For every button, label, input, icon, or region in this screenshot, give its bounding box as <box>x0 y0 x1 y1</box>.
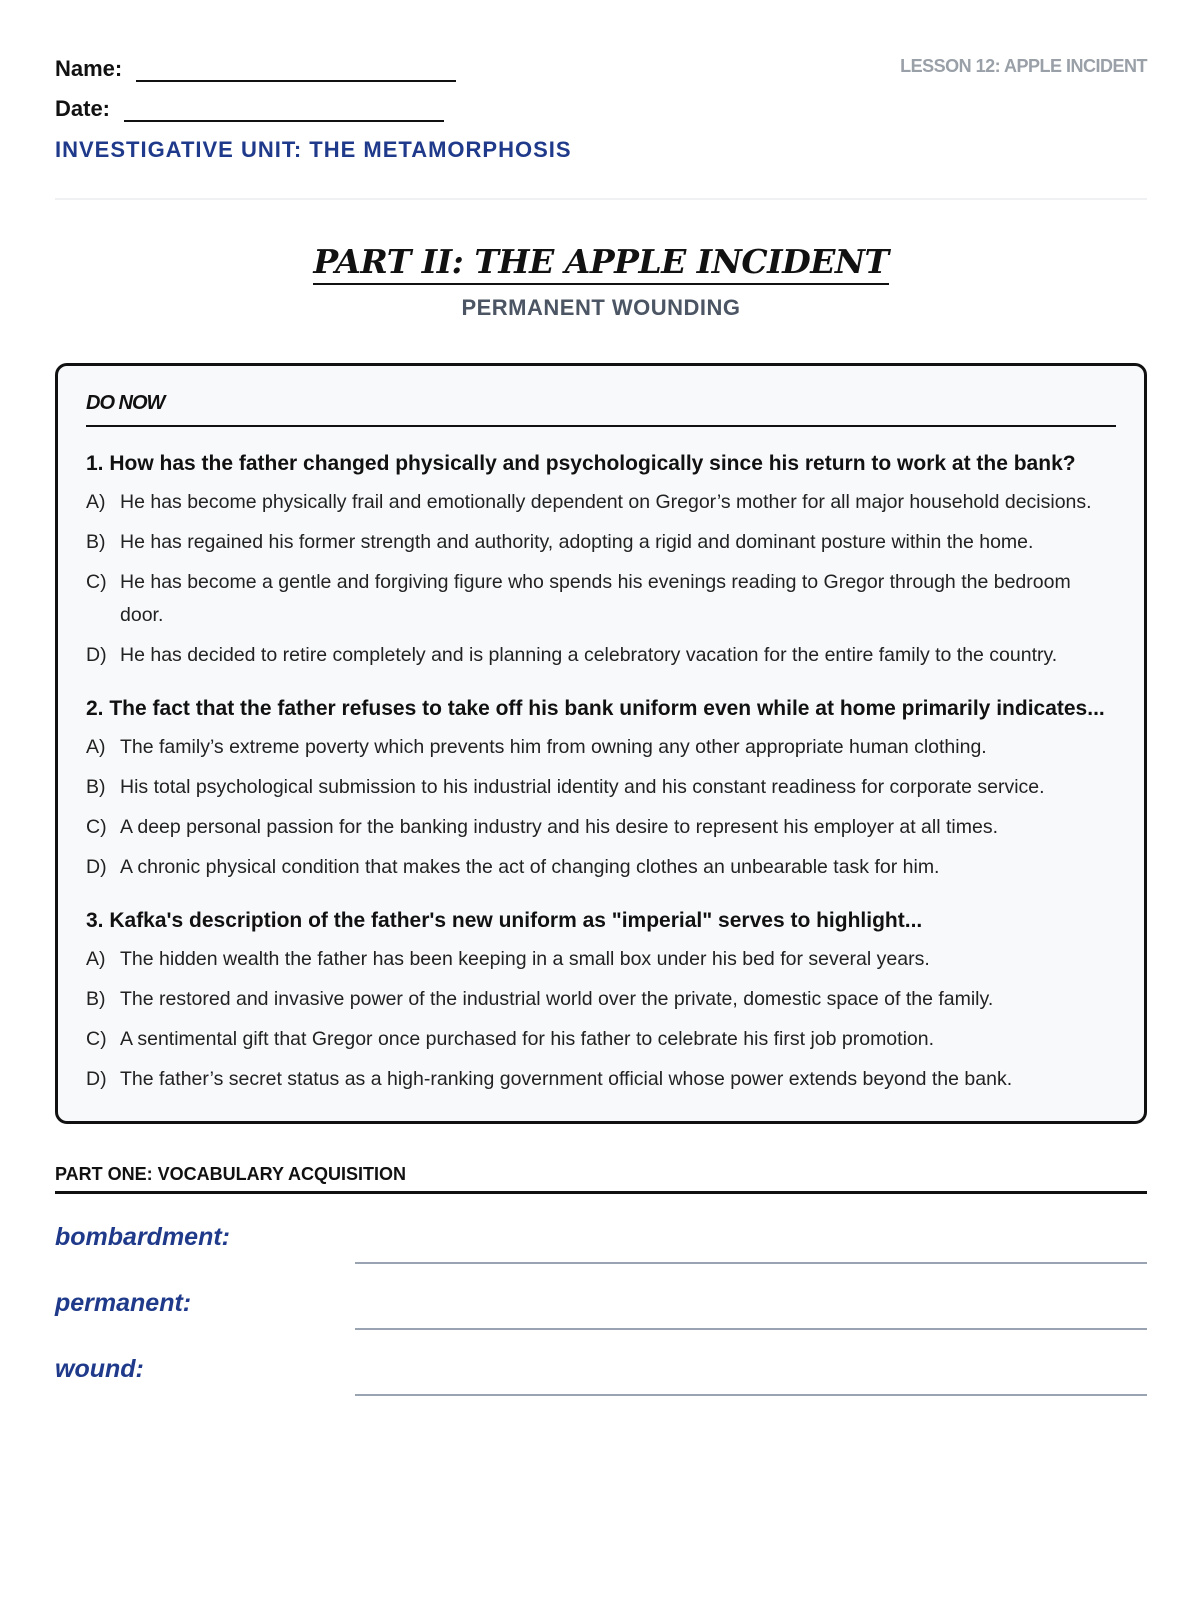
definition-blank-line[interactable] <box>355 1393 1147 1396</box>
answer-option[interactable] <box>86 943 1116 976</box>
definition-blank-line[interactable] <box>355 1327 1147 1330</box>
question-prompt: 2. The fact that the father refuses to take off his bank uniform even while at home primarily indicates... <box>86 697 1105 720</box>
vocabulary-word: wound: <box>55 1355 144 1383</box>
date-blank-line[interactable] <box>124 96 444 122</box>
worksheet-page <box>55 0 1147 1392</box>
answer-option[interactable] <box>86 1023 1116 1056</box>
option-text: He has become physically frail and emotionally dependent on Gregor’s mother for all major household decisions. <box>120 491 1092 513</box>
answer-option[interactable] <box>86 983 1116 1016</box>
date-label: Date: <box>55 96 111 121</box>
option-text: He has regained his former strength and authority, adopting a rigid and dominant posture within the home. <box>120 531 1034 553</box>
part-title-text: PART II: THE APPLE INCIDENT <box>313 242 888 285</box>
option-text: The father’s secret status as a high-ranking government official whose power extends beyond the bank. <box>120 1068 1013 1090</box>
vocabulary-row <box>55 1260 1147 1326</box>
option-letter: D) <box>86 856 107 878</box>
part-title <box>55 242 1147 281</box>
option-letter: B) <box>86 988 106 1010</box>
answer-option[interactable] <box>86 566 1116 632</box>
option-text: A chronic physical condition that makes the act of changing clothes an unbearable task for him. <box>120 856 940 878</box>
vocabulary-row <box>55 1194 1147 1260</box>
worksheet-header <box>55 0 1147 200</box>
answer-option[interactable] <box>86 771 1116 804</box>
name-field <box>55 56 456 82</box>
option-text: He has decided to retire completely and is planning a celebratory vacation for the entire family to the country. <box>120 644 1058 666</box>
option-text: The family’s extreme poverty which prevents him from owning any other appropriate human clothing. <box>120 736 987 758</box>
option-text: A deep personal passion for the banking industry and his desire to represent his employer at all times. <box>120 816 998 838</box>
answer-option[interactable] <box>86 731 1116 764</box>
vocabulary-heading: PART ONE: VOCABULARY ACQUISITION <box>55 1164 1147 1194</box>
option-letter: D) <box>86 644 107 666</box>
answer-option[interactable] <box>86 1063 1116 1096</box>
option-letter: A) <box>86 948 106 970</box>
do-now-label: DO NOW <box>86 392 1116 427</box>
unit-title: INVESTIGATIVE UNIT: THE METAMORPHOSIS <box>55 137 572 162</box>
definition-blank-line[interactable] <box>355 1261 1147 1264</box>
answer-option[interactable] <box>86 639 1116 672</box>
vocabulary-row <box>55 1326 1147 1392</box>
answer-option[interactable] <box>86 851 1116 884</box>
date-field <box>55 96 444 122</box>
answer-option[interactable] <box>86 486 1116 519</box>
answer-option[interactable] <box>86 526 1116 559</box>
vocabulary-list <box>55 1194 1147 1392</box>
name-label: Name: <box>55 56 123 81</box>
answer-option[interactable] <box>86 811 1116 844</box>
option-letter: C) <box>86 571 107 593</box>
option-letter: A) <box>86 736 106 758</box>
option-text: The hidden wealth the father has been keeping in a small box under his bed for several years. <box>120 948 930 970</box>
question-prompt: 3. Kafka's description of the father's new uniform as "imperial" serves to highlight... <box>86 909 923 932</box>
option-letter: A) <box>86 491 106 513</box>
vocabulary-word: bombardment: <box>55 1223 230 1251</box>
do-now-box <box>55 363 1147 1124</box>
option-letter: B) <box>86 776 106 798</box>
vocabulary-word: permanent: <box>55 1289 192 1317</box>
option-text: The restored and invasive power of the industrial world over the private, domestic space of the family. <box>120 988 994 1010</box>
name-blank-line[interactable] <box>136 56 456 82</box>
option-text: He has become a gentle and forgiving figure who spends his evenings reading to Gregor through the bedroom door. <box>120 571 1071 626</box>
part-subtitle: PERMANENT WOUNDING <box>461 295 741 320</box>
option-text: A sentimental gift that Gregor once purchased for his father to celebrate his first job promotion. <box>120 1028 935 1050</box>
option-letter: D) <box>86 1068 107 1090</box>
lesson-tag: LESSON 12: APPLE INCIDENT <box>900 56 1147 76</box>
option-letter: C) <box>86 816 107 838</box>
option-text: His total psychological submission to his industrial identity and his constant readiness for corporate service. <box>120 776 1045 798</box>
option-letter: C) <box>86 1028 107 1050</box>
question-prompt: 1. How has the father changed physically and psychologically since his return to work at the bank? <box>86 452 1076 475</box>
option-letter: B) <box>86 531 106 553</box>
